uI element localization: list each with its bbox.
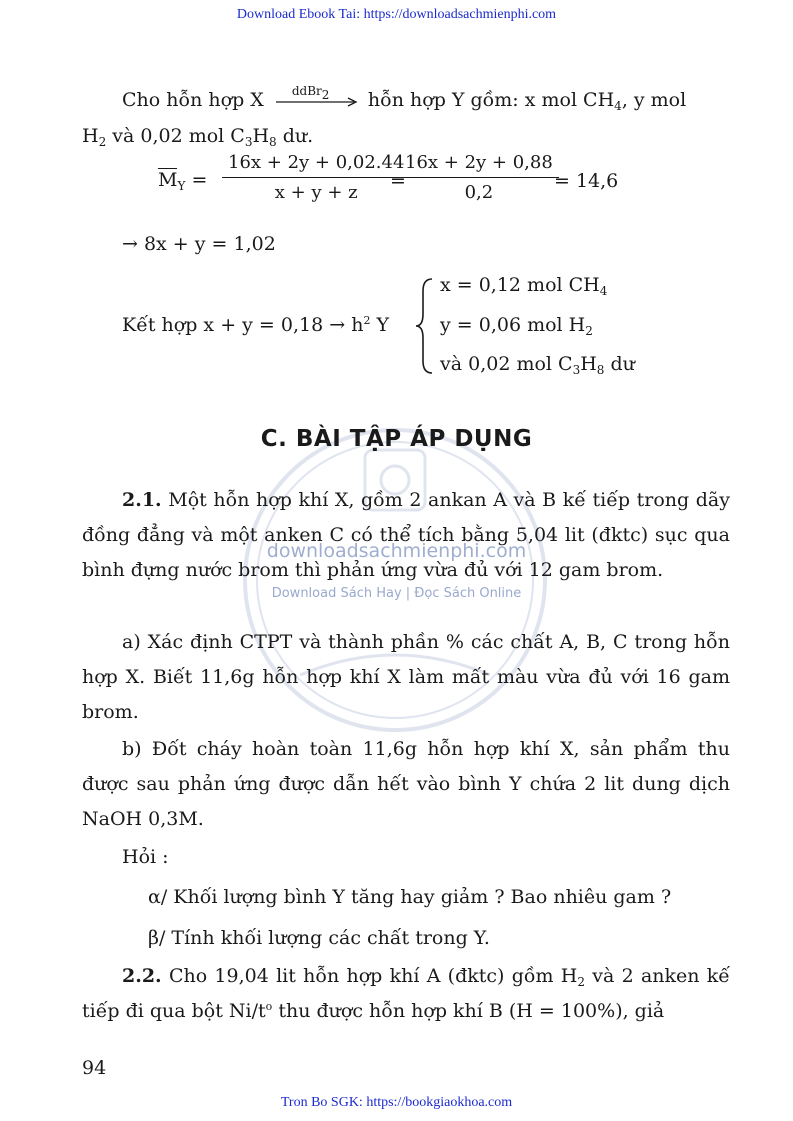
fraction-1-numerator: 16x + 2y + 0,02.44 bbox=[222, 152, 410, 178]
exercise-2-1-statement bbox=[82, 483, 730, 588]
text-span: Y bbox=[370, 314, 390, 336]
exercise-text: Một hỗn hợp khí X, gồm 2 ankan A và B kế tiếp trong dãy đồng đẳng và một anken C có thể tích bằng 5,04 lit (đktc) sục qua bình đựng nước brom thì phản ứng vừa đủ với 12 gam brom. bbox=[82, 489, 730, 581]
exercise-2-1-question-label: Hỏi : bbox=[122, 846, 169, 868]
equals-sign: = bbox=[191, 169, 208, 191]
fraction-result: = 14,6 bbox=[554, 170, 619, 192]
text-sub: 8 bbox=[269, 135, 277, 149]
section-heading: C. BÀI TẬP ÁP DỤNG bbox=[260, 426, 533, 452]
text-span: dư. bbox=[276, 125, 314, 147]
result-line: → 8x + y = 1,02 bbox=[122, 233, 276, 255]
page-number: 94 bbox=[82, 1057, 107, 1079]
text-sup: o bbox=[265, 1000, 273, 1013]
exercise-2-1-beta: β/ Tính khối lượng các chất trong Y. bbox=[148, 927, 490, 949]
left-brace-icon bbox=[414, 276, 438, 376]
exercise-2-1-part-b: b) Đốt cháy hoàn toàn 11,6g hỗn hợp khí X, sản phẩm thu được sau phản ứng được dẫn hết vào bình Y chứa 2 lit dung dịch NaOH 0,3M. bbox=[82, 738, 730, 830]
text-span: x = 0,12 mol CH bbox=[440, 274, 600, 296]
exercise-number: 2.1. bbox=[122, 489, 162, 511]
footer-sgk-link[interactable]: Tron Bo SGK: https://bookgiaokhoa.com bbox=[280, 1095, 513, 1110]
text-span: H bbox=[82, 125, 99, 147]
watermark-tagline: Download Sách Hay | Đọc Sách Online bbox=[271, 586, 522, 601]
text-sub: 4 bbox=[614, 99, 622, 113]
text-span: H bbox=[252, 125, 270, 147]
exercise-text: thu được hỗn hợp khí B (H = 100%), giả bbox=[272, 1000, 665, 1022]
m-label: M bbox=[158, 169, 178, 191]
equals-sign-2: = bbox=[390, 170, 406, 192]
combine-line bbox=[122, 313, 389, 337]
text-span: Kết hợp x + y = 0,18 → h bbox=[122, 314, 364, 336]
m-sub: Y bbox=[177, 179, 186, 193]
text-span: và 0,02 mol C bbox=[440, 353, 573, 375]
text-sub: 3 bbox=[244, 135, 253, 149]
exercise-2-1-part-a: a) Xác định CTPT và thành phần % các chất A, B, C trong hỗn hợp X. Biết 11,6g hỗn hợp khí X làm mất màu vừa đủ với 16 gam brom. bbox=[82, 631, 730, 723]
arrow-label-text: ddBr bbox=[291, 84, 322, 98]
mean-molar-mass-symbol bbox=[158, 169, 207, 191]
text-sup: 2 bbox=[363, 314, 371, 327]
solution-line-1 bbox=[122, 84, 687, 113]
exercise-text: và 2 anken kế tiếp đi qua bột Ni/t bbox=[82, 965, 730, 1022]
solution-line-2 bbox=[82, 124, 313, 148]
brace-line-2 bbox=[440, 313, 593, 337]
text-span: Cho hỗn hợp X bbox=[122, 89, 264, 111]
text-span: và 0,02 mol C bbox=[106, 125, 245, 147]
watermark-site: downloadsachmienphi.com bbox=[266, 540, 527, 562]
text-span: , y mol bbox=[621, 89, 687, 111]
arrow-label-sub: 2 bbox=[321, 88, 330, 102]
right-arrow-icon bbox=[270, 97, 362, 107]
text-span: dư bbox=[604, 353, 635, 375]
exercise-text: Cho 19,04 lit hỗn hợp khí A (đktc) gồm H bbox=[161, 965, 578, 987]
text-sub: 2 bbox=[585, 324, 593, 338]
text-span: H bbox=[580, 353, 597, 375]
brace-line-3 bbox=[440, 352, 635, 376]
fraction-2 bbox=[399, 152, 559, 203]
exercise-2-2-statement bbox=[82, 959, 730, 1029]
fraction-1 bbox=[222, 152, 410, 203]
text-sub: 3 bbox=[572, 363, 581, 377]
exercise-number: 2.2. bbox=[122, 965, 162, 987]
fraction-1-denominator: x + y + z bbox=[274, 182, 358, 203]
fraction-2-denominator: 0,2 bbox=[464, 182, 494, 203]
text-sub: 2 bbox=[98, 135, 107, 149]
text-span: hỗn hợp Y gồm: x mol CH bbox=[367, 89, 615, 111]
text-sub: 8 bbox=[596, 363, 605, 377]
header-download-link[interactable]: Download Ebook Tai: https://downloadsachmienphi.com bbox=[236, 7, 557, 22]
reaction-arrow bbox=[270, 84, 362, 113]
fraction-2-numerator: 16x + 2y + 0,88 bbox=[399, 152, 559, 178]
exercise-2-1-alpha: α/ Khối lượng bình Y tăng hay giảm ? Bao nhiêu gam ? bbox=[148, 886, 672, 908]
text-span: y = 0,06 mol H bbox=[440, 314, 586, 336]
text-sub: 4 bbox=[599, 284, 608, 298]
brace-line-1 bbox=[440, 273, 607, 297]
text-sub: 2 bbox=[577, 975, 586, 989]
